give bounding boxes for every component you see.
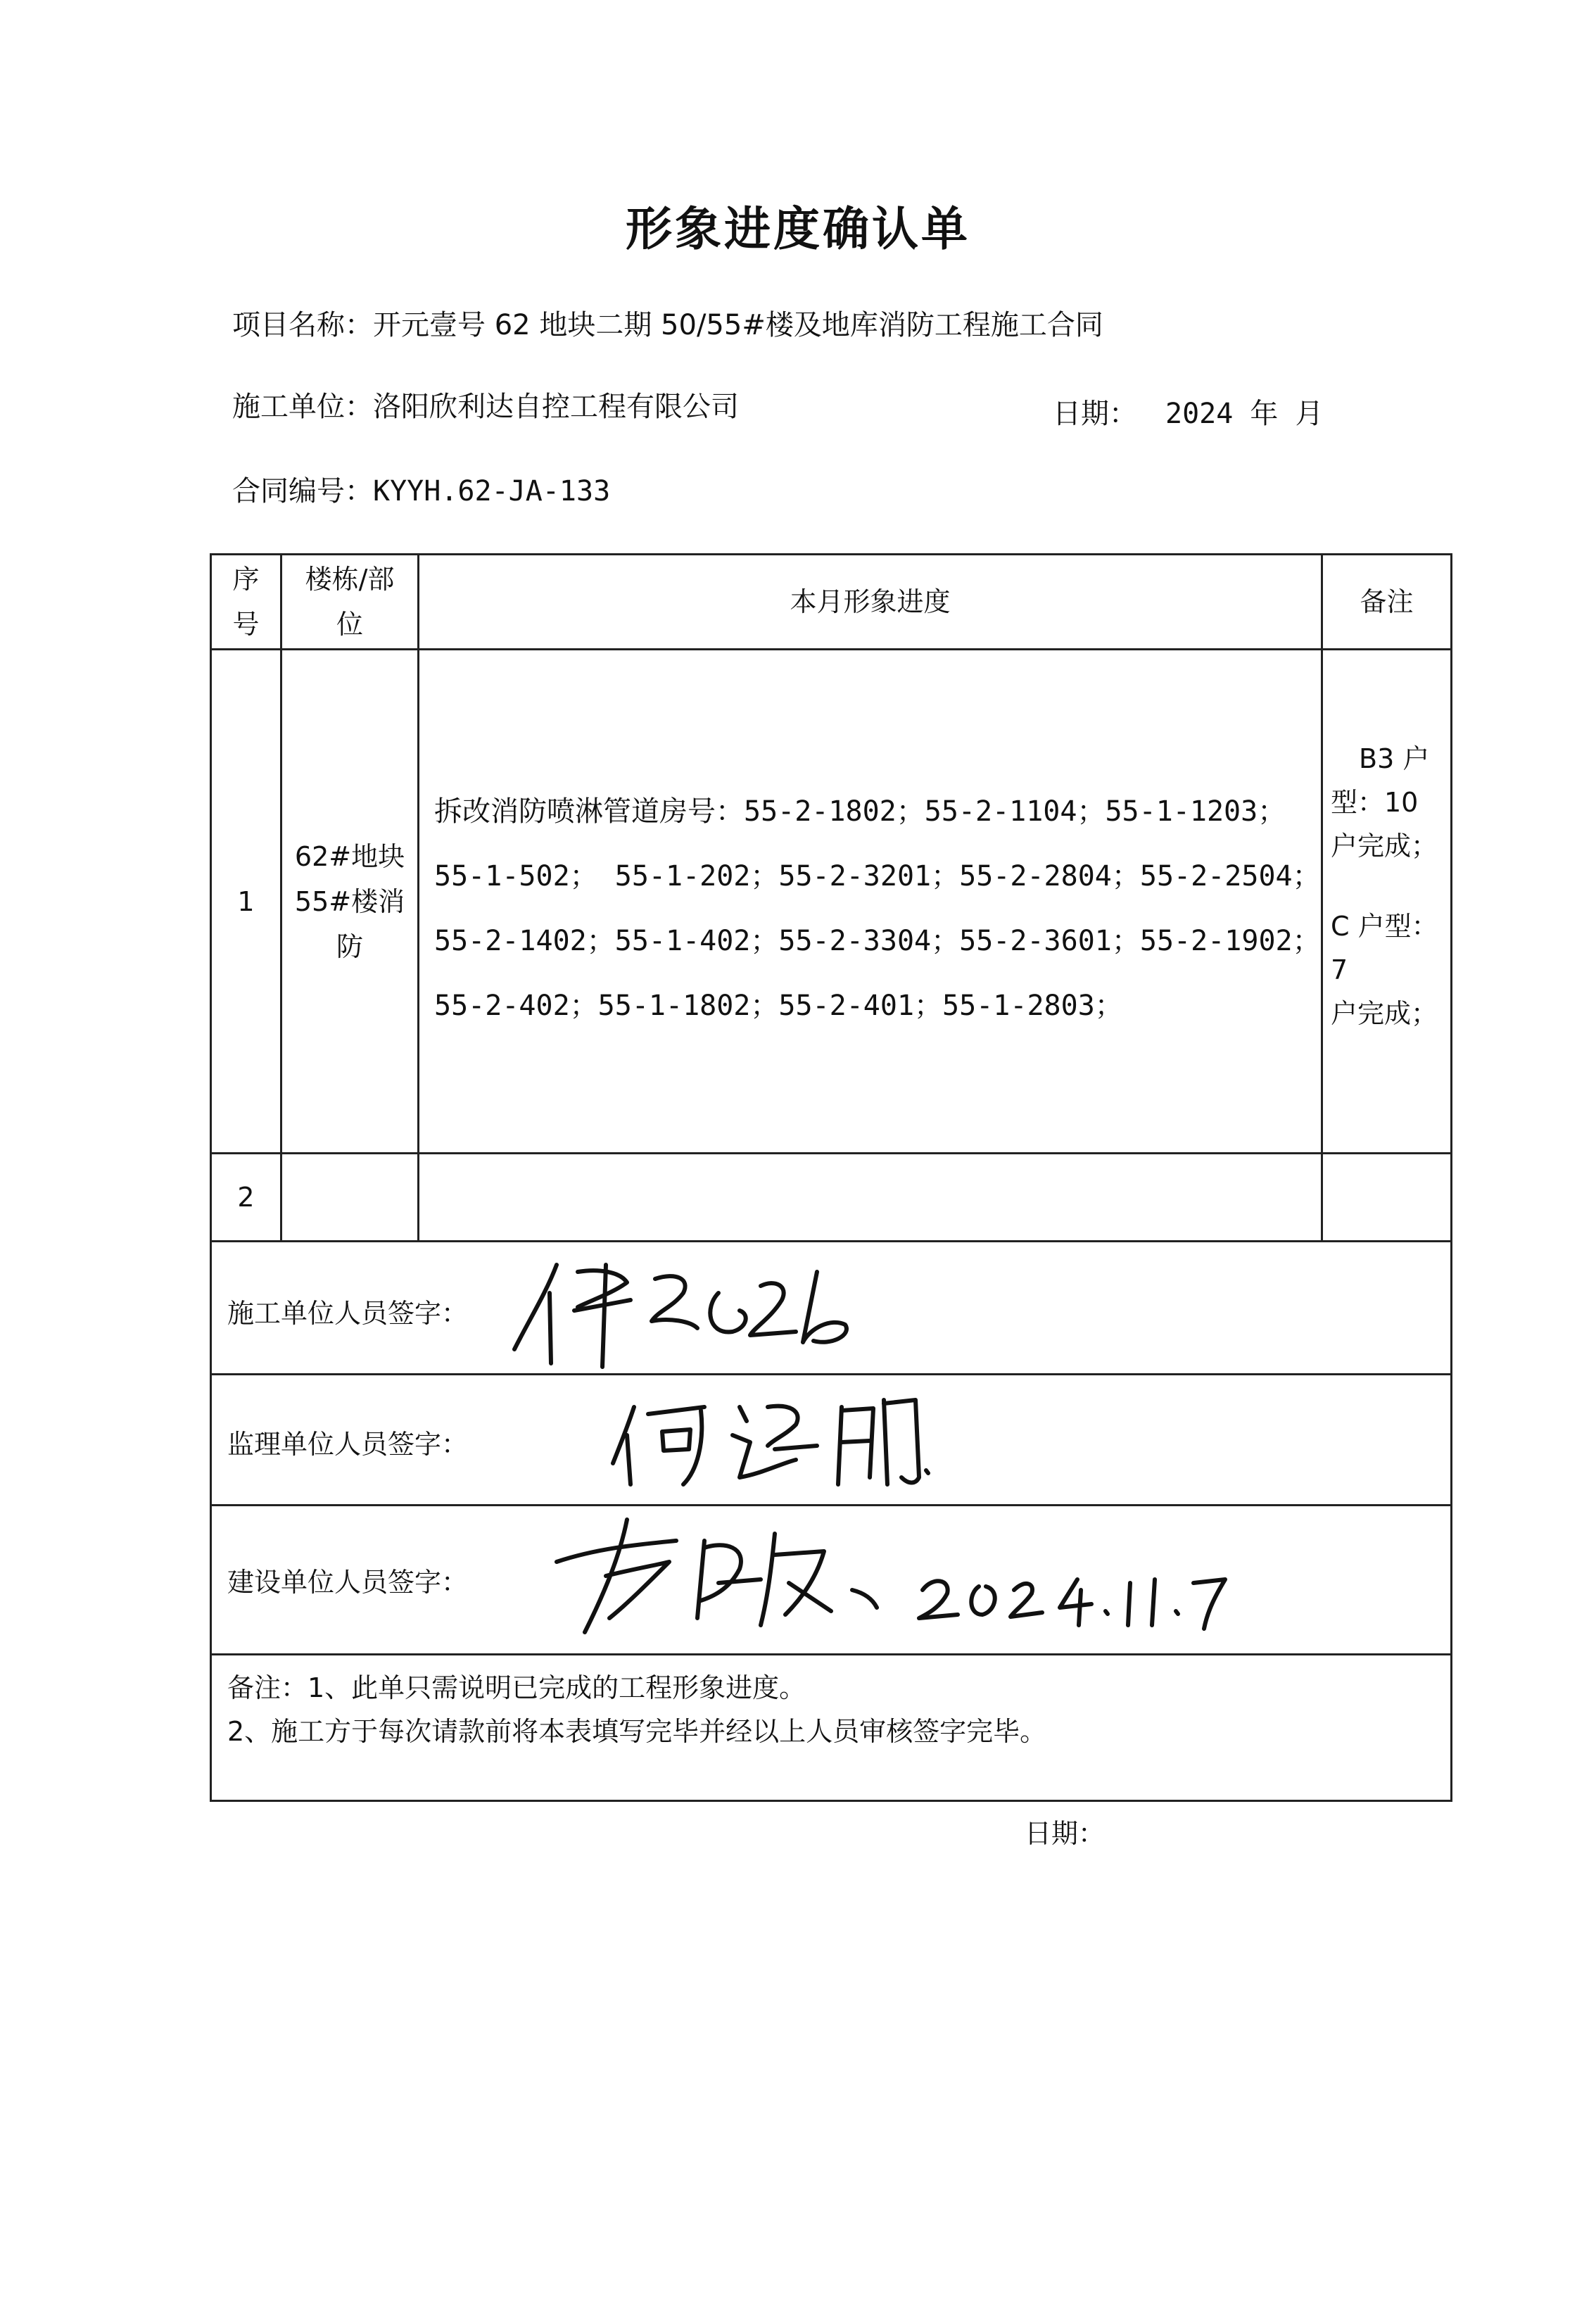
contract-value: KYYH.62-JA-133 — [373, 475, 611, 507]
col-divider — [417, 555, 419, 1242]
progress-table — [210, 553, 1452, 1802]
remark-line: 户完成； — [1331, 831, 1438, 862]
remark-line — [1331, 868, 1447, 904]
note-line-1: 备注：1、此单只需说明已完成的工程形象进度。 — [227, 1672, 806, 1703]
row-divider — [212, 1373, 1450, 1375]
header-seq — [212, 555, 280, 648]
progress-line: 55-2-1402；55-1-402；55-2-3304；55-2-3601；55-2-1902； — [434, 925, 1321, 957]
progress-line: 55-1-502； 55-1-202；55-2-3201；55-2-2804；55-2-2504； — [434, 860, 1321, 892]
date-label: 日期： — [1053, 398, 1137, 430]
project-label: 项目名称： — [232, 309, 373, 341]
contract-label: 合同编号： — [232, 475, 373, 507]
row-divider — [212, 1152, 1450, 1154]
header-seq-line2: 号 — [232, 609, 260, 640]
supervisor-signature — [606, 1379, 972, 1498]
row1-remark — [1331, 737, 1447, 1035]
remark-line: B3 户 — [1359, 743, 1430, 774]
footer-date-label: 日期： — [1025, 1818, 1106, 1849]
contract-row — [232, 469, 610, 509]
row-divider — [212, 1653, 1450, 1655]
row-divider — [212, 1240, 1450, 1242]
header-seq-line1: 序 — [232, 564, 260, 595]
progress-line: 拆改消防喷淋管道房号：55-2-1802；55-2-1104；55-1-1203； — [434, 795, 1286, 828]
row1-progress — [434, 779, 1321, 1038]
row1-building — [282, 650, 417, 1152]
contractor-value: 洛阳欣利达自控工程有限公司 — [373, 391, 739, 423]
note-line-2: 2、施工方于每次请款前将本表填写完毕并经以上人员审核签字完毕。 — [227, 1716, 1047, 1747]
row1-seq: 1 — [237, 885, 255, 917]
col-divider — [1321, 555, 1323, 1242]
date-value: 2024 年 月 — [1165, 398, 1324, 430]
header-building-line1: 楼栋/部 — [305, 564, 395, 595]
header-building — [282, 555, 417, 648]
row2-seq: 2 — [237, 1182, 255, 1213]
progress-line: 55-2-402；55-1-1802；55-2-401；55-1-2803； — [434, 990, 1123, 1022]
contractor-signature — [507, 1251, 986, 1370]
remark-line: 型：10 — [1331, 787, 1419, 818]
header-remark: 备注 — [1360, 586, 1414, 617]
contractor-label: 施工单位： — [232, 391, 373, 423]
contractor-row — [232, 384, 739, 424]
row1-building-line: 62#地块 — [294, 840, 405, 872]
remark-line: 户完成； — [1331, 998, 1438, 1029]
project-row — [232, 303, 1103, 343]
contractor-sign-label: 施工单位人员签字： — [227, 1298, 469, 1329]
row-divider — [212, 1504, 1450, 1506]
header-building-line2: 位 — [336, 609, 363, 640]
row1-building-line: 防 — [336, 930, 363, 962]
owner-sign-label: 建设单位人员签字： — [227, 1567, 469, 1598]
project-value: 开元壹号 62 地块二期 50/55#楼及地库消防工程施工合同 — [373, 309, 1103, 341]
date-row — [1053, 391, 1324, 431]
row1-building-line: 55#楼消 — [294, 885, 405, 917]
header-progress: 本月形象进度 — [790, 586, 951, 617]
supervisor-sign-label: 监理单位人员签字： — [227, 1429, 469, 1460]
owner-signature — [543, 1513, 1232, 1646]
page-title: 形象进度确认单 — [626, 202, 970, 256]
remark-line: C 户型：7 — [1331, 911, 1438, 985]
